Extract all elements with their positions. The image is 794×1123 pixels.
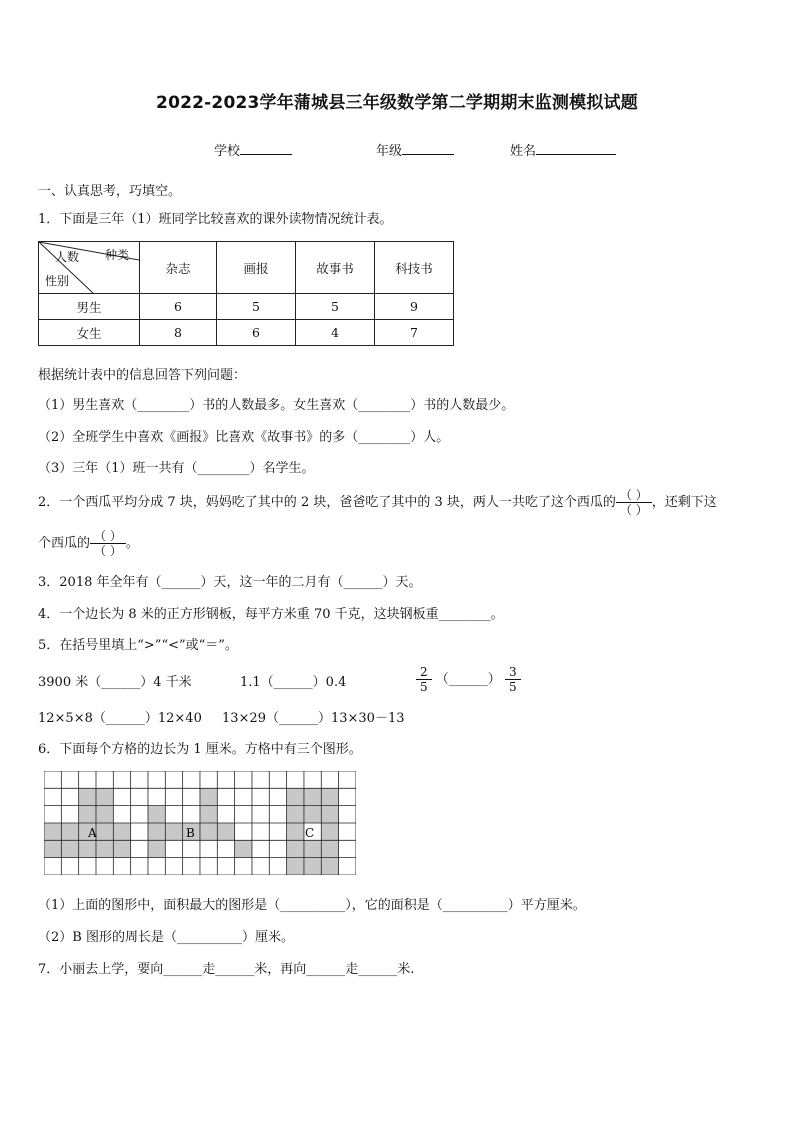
q5-e[interactable]: 13×29（______）13×30－13 bbox=[222, 711, 405, 726]
q7[interactable]: 7．小丽去上学，要向______走______米，再向______走______米. bbox=[38, 962, 415, 977]
q5-a[interactable]: 3900 米（______）4 千米 bbox=[38, 675, 192, 690]
section-heading: 一、认真思考，巧填空。 bbox=[38, 184, 182, 199]
shaded-cell bbox=[304, 788, 321, 805]
q2-line2 bbox=[38, 524, 139, 564]
shaded-cell bbox=[287, 840, 304, 857]
table-header: 科技书 bbox=[375, 242, 454, 294]
q6-sub2[interactable]: （2）B 图形的周长是（__________）厘米。 bbox=[38, 930, 294, 945]
shaded-cell bbox=[61, 840, 78, 857]
q6-sub1[interactable]: （1）上面的图形中，面积最大的图形是（__________），它的面积是（__________）平方厘米。 bbox=[38, 898, 586, 913]
q5-stem: 5．在括号里填上“>”“<”或“＝”。 bbox=[38, 638, 238, 653]
table-cell: 7 bbox=[375, 320, 454, 346]
shaded-cell bbox=[148, 840, 165, 857]
shaded-cell bbox=[200, 806, 217, 823]
q3[interactable]: 3．2018 年全年有（______）天，这一年的二月有（______）天。 bbox=[38, 575, 422, 590]
shaded-cell bbox=[321, 858, 338, 875]
school-field[interactable] bbox=[214, 140, 292, 159]
table-cell: 5 bbox=[296, 294, 375, 320]
shaded-cell bbox=[287, 788, 304, 805]
school-label: 学校 bbox=[214, 144, 241, 159]
shaded-cell bbox=[287, 806, 304, 823]
shaded-cell bbox=[96, 788, 113, 805]
fraction-denominator[interactable]: （ ） bbox=[94, 544, 122, 558]
shaded-cell bbox=[200, 823, 217, 840]
row-label: 男生 bbox=[39, 294, 140, 320]
shaded-cell bbox=[217, 823, 234, 840]
grade-label: 年级 bbox=[376, 144, 403, 159]
table-header: 画报 bbox=[217, 242, 296, 294]
fraction-right bbox=[505, 665, 521, 694]
shaded-cell bbox=[44, 840, 61, 857]
q1-stem: 1．下面是三年（1）班同学比较喜欢的课外读物情况统计表。 bbox=[38, 212, 393, 227]
denominator: 5 bbox=[508, 680, 517, 694]
numerator: 2 bbox=[416, 665, 432, 680]
shape-label-b: B bbox=[186, 826, 195, 840]
q5-b[interactable]: 1.1（______）0.4 bbox=[240, 675, 347, 690]
shaded-cell bbox=[148, 823, 165, 840]
shaded-cell bbox=[148, 806, 165, 823]
table-header: 杂志 bbox=[140, 242, 217, 294]
shaded-cell bbox=[200, 788, 217, 805]
fraction-blank[interactable] bbox=[616, 488, 652, 517]
shaded-cell bbox=[44, 823, 61, 840]
shaded-cell bbox=[321, 840, 338, 857]
fraction-denominator[interactable]: （ ） bbox=[619, 503, 648, 517]
q4[interactable]: 4．一个边长为 8 米的正方形钢板，每平方米重 70 千克，这块钢板重________。 bbox=[38, 607, 504, 622]
table-cell: 4 bbox=[296, 320, 375, 346]
shaded-cell bbox=[304, 806, 321, 823]
q6-stem: 6．下面每个方格的边长为 1 厘米。方格中有三个图形。 bbox=[38, 742, 362, 757]
table-corner-cell bbox=[39, 242, 140, 294]
fraction-numerator[interactable]: （ ） bbox=[90, 529, 126, 544]
q2-part4: 。 bbox=[125, 536, 139, 551]
shaded-cell bbox=[96, 806, 113, 823]
shaded-cell bbox=[321, 806, 338, 823]
stat-table bbox=[38, 241, 454, 346]
shaded-cell bbox=[287, 858, 304, 875]
table-cell: 6 bbox=[140, 294, 217, 320]
q2-part1: 2．一个西瓜平均分成 7 块，妈妈吃了其中的 2 块，爸爸吃了其中的 3 块，两人一共吃了这个西瓜的 bbox=[38, 495, 616, 510]
grade-field[interactable] bbox=[376, 140, 454, 159]
shaded-cell bbox=[79, 806, 96, 823]
table-header: 故事书 bbox=[296, 242, 375, 294]
q1-sub1[interactable]: （1）男生喜欢（________）书的人数最多。女生喜欢（________）书的人数最少。 bbox=[38, 398, 515, 413]
fraction-blank[interactable] bbox=[90, 529, 126, 558]
numerator: 3 bbox=[505, 665, 521, 680]
q1-prompt: 根据统计表中的信息回答下列问题： bbox=[38, 368, 247, 383]
table-row bbox=[39, 294, 454, 320]
shaded-cell bbox=[79, 840, 96, 857]
shape-label-c: C bbox=[305, 826, 315, 840]
square-grid bbox=[44, 771, 356, 875]
table-row bbox=[39, 320, 454, 346]
shaded-cell bbox=[113, 823, 130, 840]
fraction-numerator[interactable]: （ ） bbox=[616, 488, 652, 503]
shaded-cell bbox=[304, 858, 321, 875]
shaded-cell bbox=[235, 840, 252, 857]
fraction-left bbox=[416, 665, 432, 694]
corner-top: 种类 bbox=[105, 248, 130, 262]
name-label: 姓名 bbox=[510, 144, 537, 159]
q1-sub3[interactable]: （3）三年（1）班一共有（________）名学生。 bbox=[38, 461, 315, 476]
shaded-cell bbox=[304, 840, 321, 857]
shaded-cell bbox=[113, 840, 130, 857]
shaded-cell bbox=[79, 788, 96, 805]
corner-mid: 人数 bbox=[55, 250, 80, 264]
row-label: 女生 bbox=[39, 320, 140, 346]
q5-c[interactable] bbox=[416, 660, 521, 700]
shaded-cell bbox=[96, 823, 113, 840]
name-field[interactable] bbox=[510, 140, 616, 159]
q2-line1 bbox=[38, 483, 717, 523]
q1-sub2[interactable]: （2）全班学生中喜欢《画报》比喜欢《故事书》的多（________）人。 bbox=[38, 430, 450, 445]
page-title: 2022-2023学年蒲城县三年级数学第二学期期末监测模拟试题 bbox=[156, 93, 638, 113]
q5-c-blank[interactable]: （______） bbox=[435, 672, 501, 687]
shaded-cell bbox=[96, 840, 113, 857]
table-cell: 5 bbox=[217, 294, 296, 320]
shaded-cell bbox=[321, 788, 338, 805]
shaded-cell bbox=[287, 823, 304, 840]
table-cell: 6 bbox=[217, 320, 296, 346]
shaded-cell bbox=[321, 823, 338, 840]
q2-part3: 个西瓜的 bbox=[38, 536, 91, 551]
denominator: 5 bbox=[420, 680, 428, 694]
table-cell: 8 bbox=[140, 320, 217, 346]
q5-d[interactable]: 12×5×8（______）12×40 bbox=[38, 711, 202, 726]
corner-bottom: 性别 bbox=[45, 274, 70, 288]
table-cell: 9 bbox=[375, 294, 454, 320]
q2-part2: ，还剩下这 bbox=[651, 495, 717, 510]
shaded-cell bbox=[61, 823, 78, 840]
shape-label-a: A bbox=[88, 826, 97, 840]
shaded-cell bbox=[165, 823, 182, 840]
